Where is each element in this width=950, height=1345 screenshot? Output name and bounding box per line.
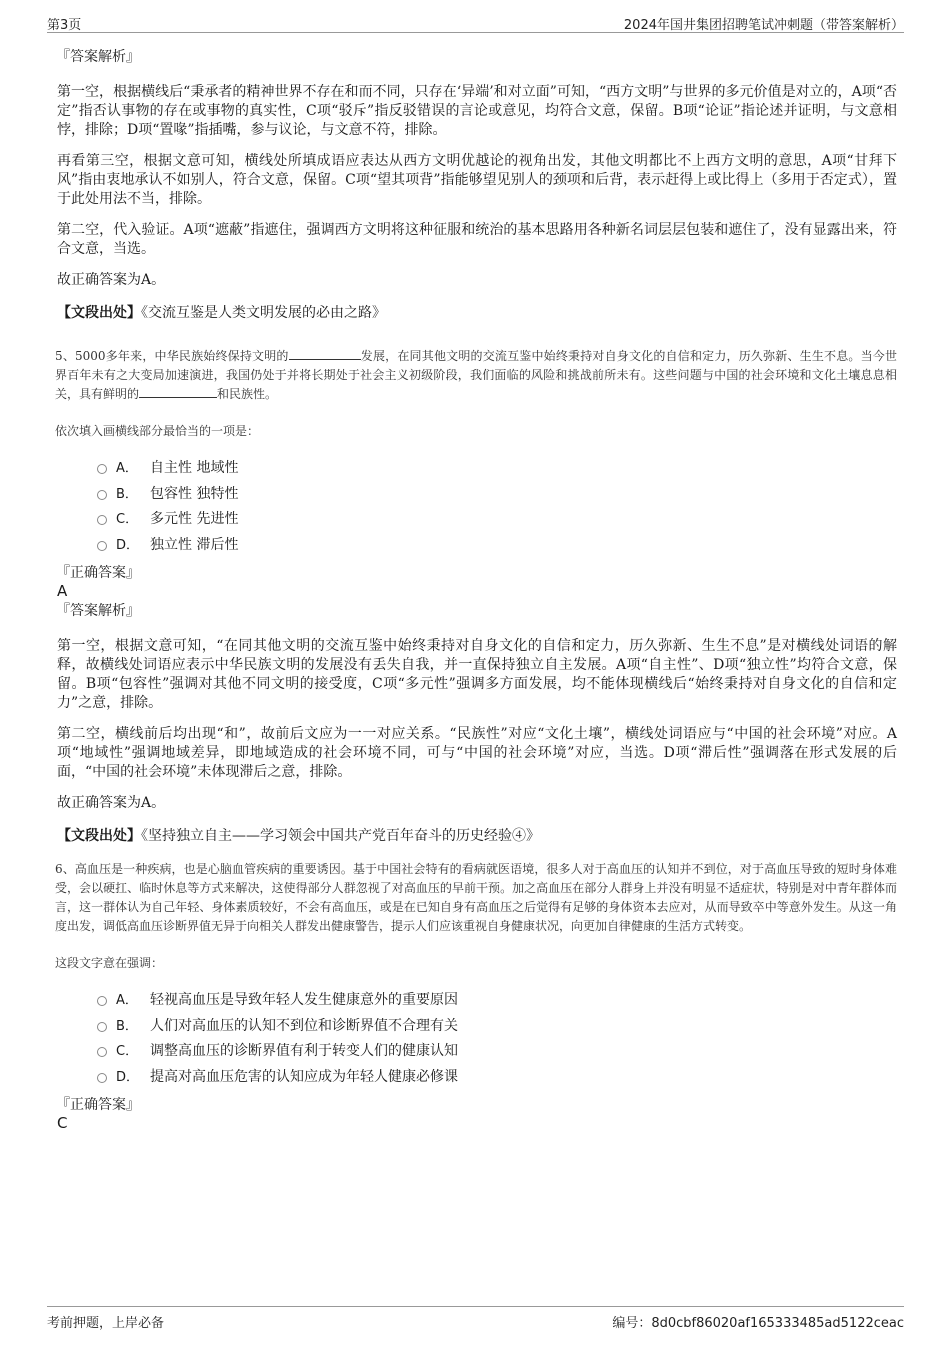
question-text: 5、5000多年来，中华民族始终保持文明的: [55, 349, 289, 363]
option-a[interactable]: [97, 456, 897, 482]
question-5-options: [97, 456, 897, 558]
correct-answer-label: 『正确答案』: [56, 565, 140, 581]
analysis-conclusion: 故正确答案为A。: [57, 272, 166, 288]
source-title: 《坚持独立自主——学习领会中国共产党百年奋斗的历史经验④》: [141, 828, 540, 844]
page-content: [57, 48, 897, 1132]
option-letter: C．: [116, 1044, 139, 1059]
analysis-label: 『答案解析』: [56, 603, 140, 619]
analysis-paragraph: 第二空，横线前后均出现“和”，故前后文应为一一对应关系。“民族性”对应“文化土壤”，横线处词语应与“中国的社会环境”对应。A项“地域性”强调地域差异，即地域造成的社会环境不同，可与“中国的社会环境”对应，当选。D项“滞后性”强调落在形式发展的后面，“中国的社会环境”未体现滞后之意，排除。: [57, 726, 897, 780]
option-text: 包容性 独特性: [150, 485, 239, 502]
option-letter: D．: [116, 537, 140, 553]
question-6-prompt: 这段文字意在强调：: [55, 956, 164, 970]
option-text: 独立性 滞后性: [150, 536, 239, 553]
fill-blank: [139, 385, 217, 398]
option-text: 提高对高血压危害的认知应成为年轻人健康必修课: [150, 1068, 458, 1085]
option-d[interactable]: [97, 533, 897, 559]
document-code: 编号：8d0cbf86020af165333485ad5122ceac: [612, 1316, 904, 1331]
source-title: 《交流互鉴是人类文明发展的必由之路》: [141, 305, 386, 321]
page-number: 第3页: [47, 18, 82, 33]
correct-answer: C: [57, 1114, 68, 1132]
radio-icon[interactable]: [97, 541, 107, 551]
option-b[interactable]: [97, 482, 897, 508]
passage-source: [57, 827, 897, 846]
radio-icon[interactable]: [97, 996, 107, 1006]
option-text: 调整高血压的诊断界值有利于转变人们的健康认知: [150, 1043, 458, 1059]
analysis-conclusion: 故正确答案为A。: [57, 795, 166, 811]
question-5-prompt: 依次填入画横线部分最恰当的一项是：: [55, 424, 260, 438]
option-a[interactable]: [97, 988, 897, 1014]
question-6-options: [97, 988, 897, 1090]
radio-icon[interactable]: [97, 490, 107, 500]
option-letter: A．: [116, 461, 138, 476]
radio-icon[interactable]: [97, 515, 107, 525]
option-letter: B．: [116, 1018, 138, 1034]
correct-answer-label: 『正确答案』: [56, 1097, 140, 1113]
question-6-stem: 6、高血压是一种疾病，也是心脑血管疾病的重要诱因。基于中国社会特有的看病就医语境，很多人对于高血压的认知并不到位，对于高血压导致的短时身体难受，会以硬扛、临时休息等方式来解决，这使得部分人群忽视了对高血压的早前干预。加之高血压在部分人群身上并没有明显不适症状，特别是对中青年群体而言，这一群体认为自己年轻、身体素质较好，不会有高血压，或是在已知自身有高血压之后觉得有足够的身体资本去应对，从而导致卒中等意外发生。从这一角度出发，调低高血压诊断界值无异于向相关人群发出健康警告，提示人们应该重视自身健康状况，向更加自律健康的生活方式转变。: [55, 862, 897, 933]
analysis-label: 『答案解析』: [56, 49, 140, 65]
option-c[interactable]: [97, 507, 897, 533]
option-letter: A．: [116, 993, 138, 1008]
option-c[interactable]: [97, 1039, 897, 1065]
analysis-paragraph: 再看第三空，根据文意可知，横线处所填成语应表达从西方文明优越论的视角出发，其他文明都比不上西方文明的意思，A项“甘拜下风”指由衷地承认不如别人，符合文意，保留。C项“望其项背”指能够望见别人的颈项和后背，表示赶得上或比得上（多用于否定式），置于此处用法不当，排除。: [57, 153, 897, 207]
option-letter: B．: [116, 486, 138, 502]
option-text: 人们对高血压的认知不到位和诊断界值不合理有关: [150, 1017, 458, 1034]
option-d[interactable]: [97, 1065, 897, 1091]
radio-icon[interactable]: [97, 1073, 107, 1083]
page-header: [47, 12, 904, 33]
correct-answer: A: [57, 582, 68, 600]
radio-icon[interactable]: [97, 1047, 107, 1057]
option-letter: D．: [116, 1069, 140, 1085]
option-text: 自主性 地域性: [150, 460, 239, 476]
document-title: 2024年国井集团招聘笔试冲刺题（带答案解析）: [623, 18, 904, 33]
question-text: 和民族性。: [217, 387, 278, 401]
question-5-stem: [55, 347, 897, 404]
page-footer: [47, 1306, 904, 1329]
option-text: 多元性 先进性: [150, 511, 239, 527]
analysis-paragraph: 第一空，根据横线后“秉承者的精神世界不存在和而不同，只存在‘异端’和对立面”可知，“西方文明”与世界的多元价值是对立的，A项“否定”指否认事物的存在或事物的真实性，C项“驳斥”指反驳错误的言论或意见，均符合文意，保留。B项“论证”指论述并证明，与文意相悖，排除；D项“置喙”指插嘴，参与议论，与文意不符，排除。: [57, 84, 897, 138]
footer-slogan: 考前押题，上岸必备: [47, 1316, 165, 1331]
option-text: 轻视高血压是导致年轻人发生健康意外的重要原因: [150, 992, 458, 1008]
analysis-paragraph: 第一空，根据文意可知，“在同其他文明的交流互鉴中始终秉持对自身文化的自信和定力，历久弥新、生生不息”是对横线处词语的解释，故横线处词语应表示中华民族文明的发展没有丢失自我，并一直保持独立自主发展。A项“自主性”、D项“独立性”均符合文意，保留。B项“包容性”强调对其他不同文明的接受度，C项“多元性”强调多方面发展，均不能体现横线后“始终秉持对自身文化的自信和定力”之意，排除。: [57, 638, 897, 711]
option-letter: C．: [116, 512, 139, 527]
radio-icon[interactable]: [97, 464, 107, 474]
question-text: 发展，在同其他文明的交流互鉴中始终秉持对自身文化的自信和定力，历久弥新、生生不息。当今世界百年未有之大变局加速演进，我国仍处于并将长期处于社会主义初级阶段，我们面临的风险和挑战前所未有。这些问题与中国的社会环境和文化土壤息息相关，具有鲜明的: [55, 349, 897, 401]
fill-blank: [289, 347, 361, 360]
source-label: 【文段出处】: [57, 828, 141, 844]
radio-icon[interactable]: [97, 1022, 107, 1032]
option-b[interactable]: [97, 1014, 897, 1040]
passage-source: [57, 304, 897, 323]
source-label: 【文段出处】: [57, 305, 141, 321]
analysis-paragraph: 第二空，代入验证。A项“遮蔽”指遮住，强调西方文明将这种征服和统治的基本思路用各种新名词层层包装和遮住了，没有显露出来，符合文意，当选。: [57, 222, 897, 257]
